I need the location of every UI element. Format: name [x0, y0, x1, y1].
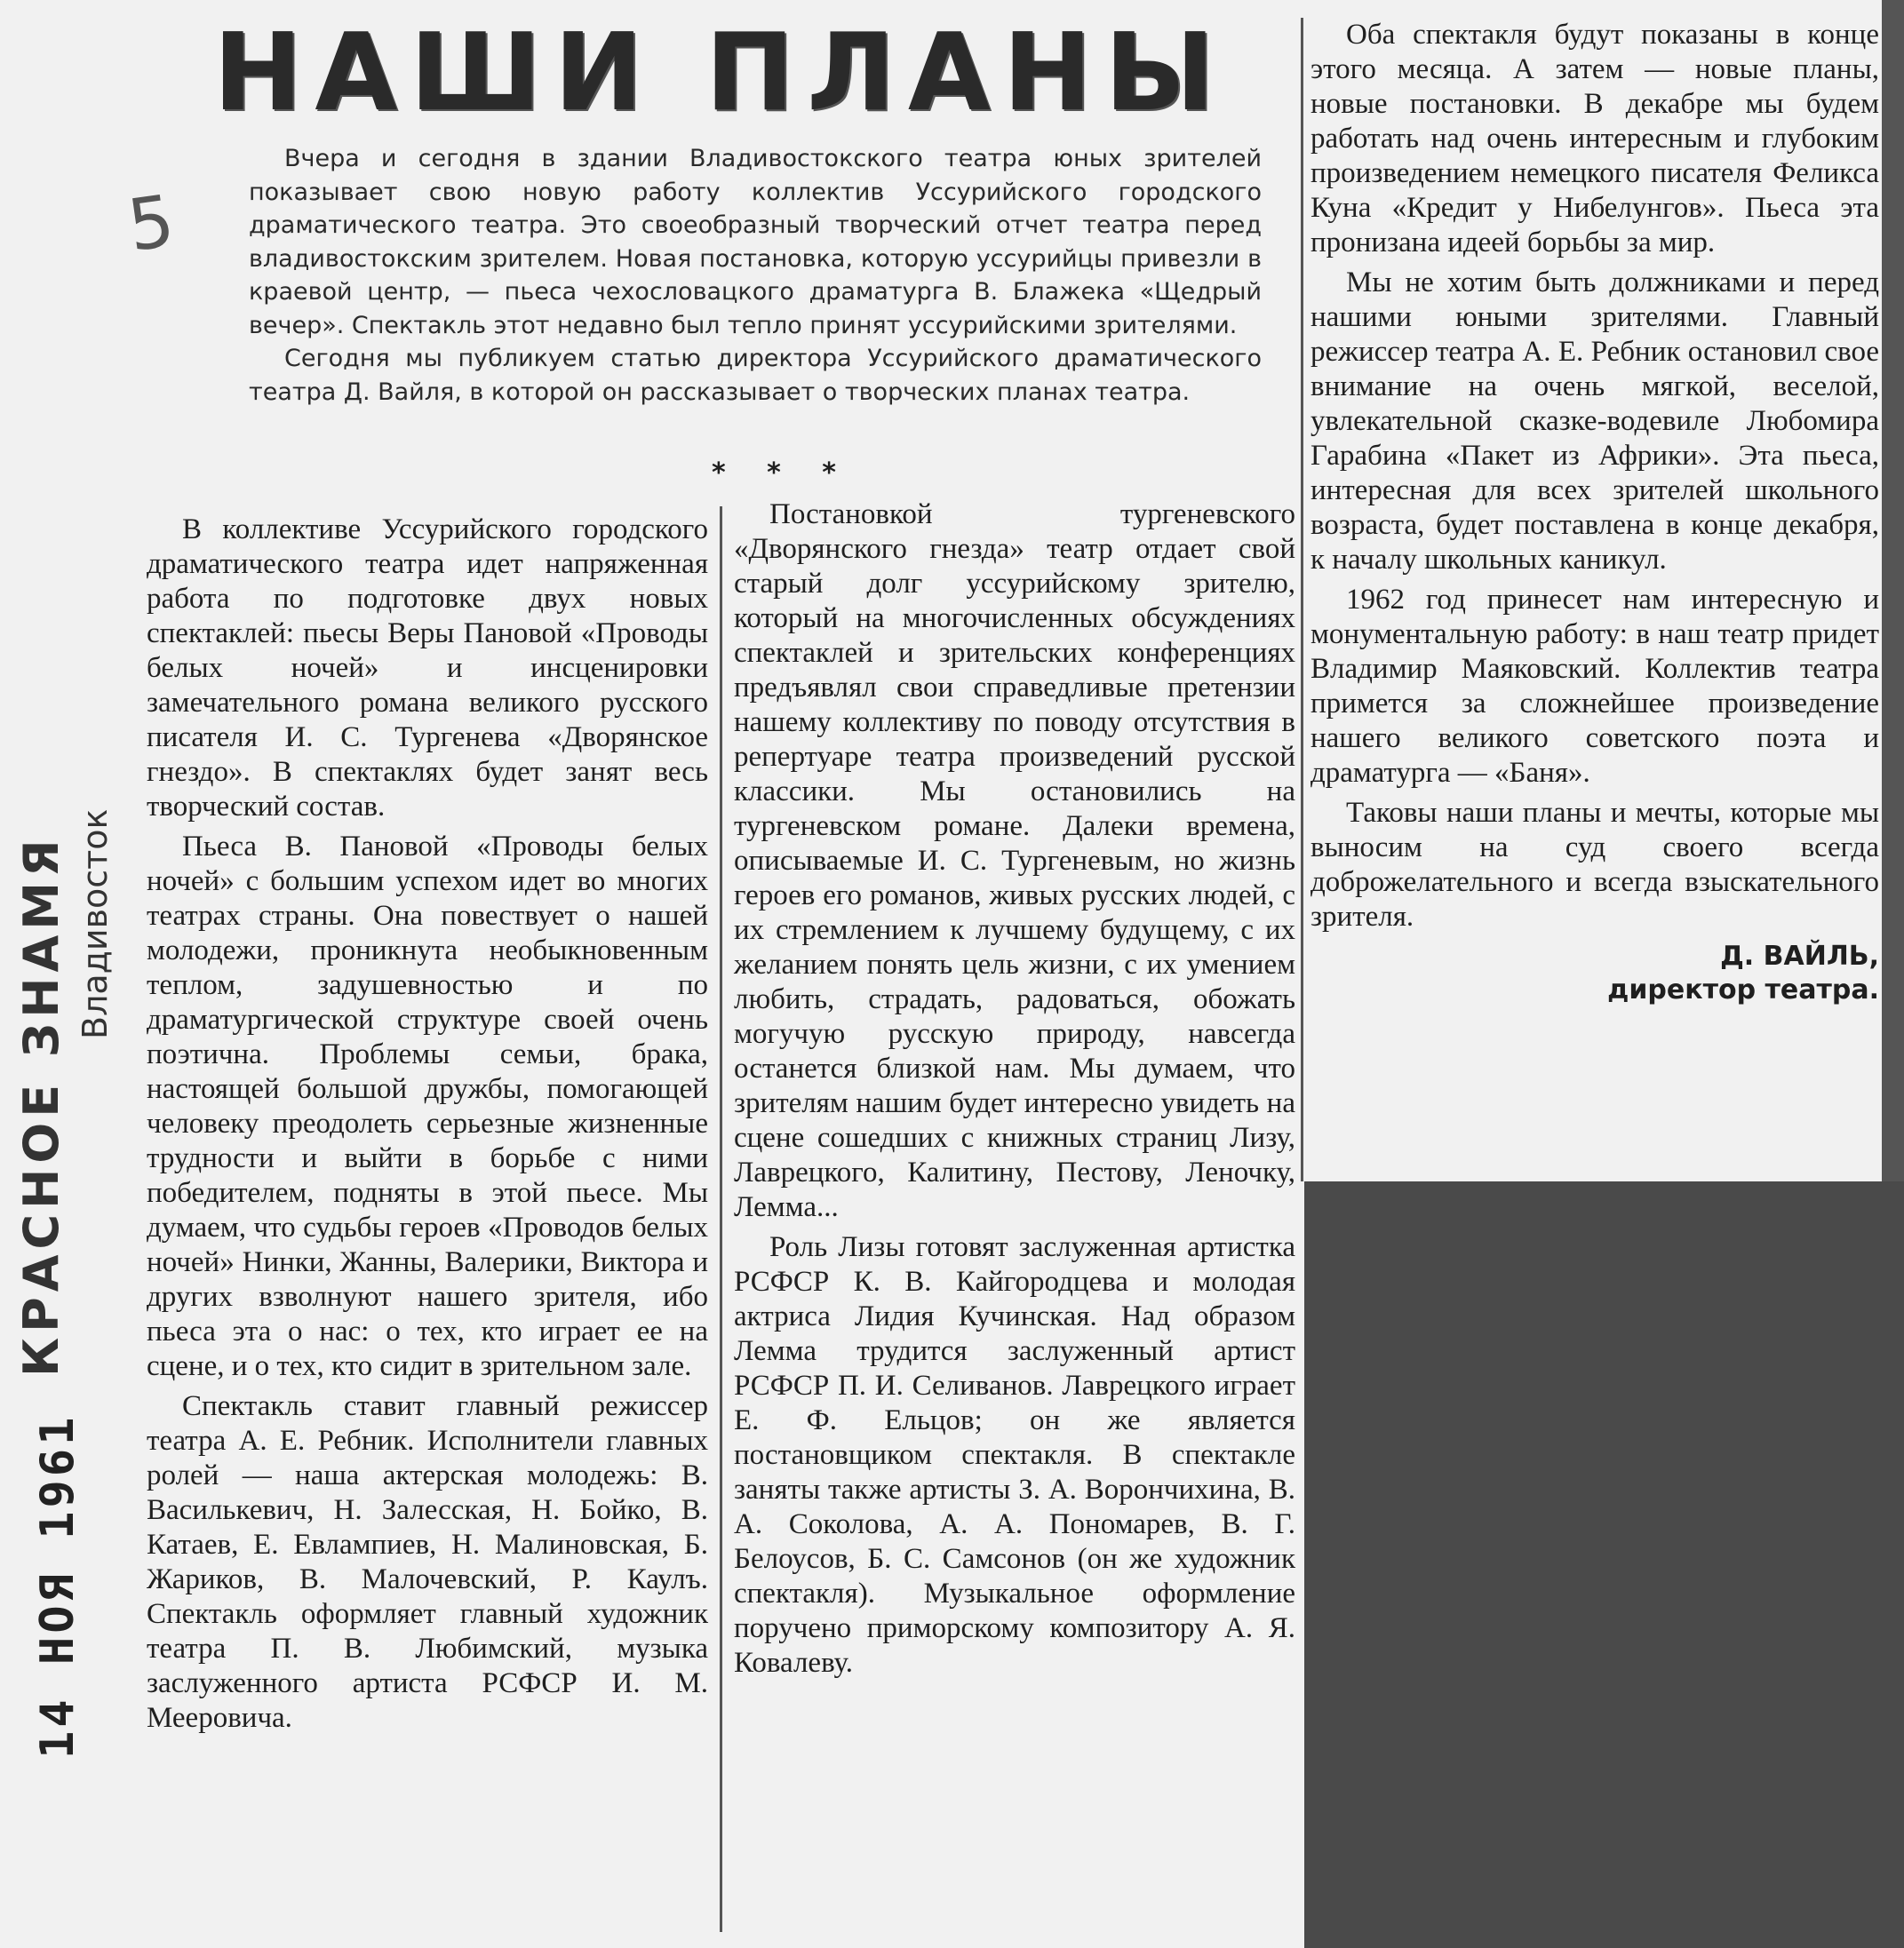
paragraph: Пьеса В. Пановой «Проводы белых ночей» с большим успехом идет во многих театрах страны. Она повествует о нашей молодежи, проникнута необыкновенным теплом, задушевностью и по драматургической структуре своей очень поэтична. Проблемы семьи, брака, настоящей большой дружбы, помогающей человеку преодолеть серьезные жизненные трудности и выйти в борьбе с ними победителем, подняты в этой пьесе. Мы думаем, что судьбы героев «Проводов белых ночей» Нинки, Жанны, Валерики, Виктора и других взволнуют нашего зрителя, ибо пьеса эта о нас: о тех, кто играет ее на сцене, и о тех, кто сидит в зрительном зале. — [147, 831, 708, 1382]
newspaper-name: КРАСНОЕ ЗНАМЯ — [13, 834, 69, 1377]
lead-paragraph: Вчера и сегодня в здании Владивостокского театра юных зрителей показывает свою новую работу коллектив Уссурийского городского драматического театра. Это своеобразный творческий отчет театра перед владивостокским зрителем. Новая постановка, которую уссурийцы привезли в краевой центр, — пьеса чехословацкого драматурга В. Блажека «Щедрый вечер». Спектакль этот недавно был тепло принят уссурийскими зрителями. — [249, 145, 1262, 339]
paragraph: Оба спектакля будут показаны в конце этого месяца. А затем — новые планы, новые постановки. В декабре мы будем работать над очень интересным и глубоким произведением немецкого писателя Феликса Куна «Кредит у Нибелунгов». Пьеса эта пронизана идеей борьбы за мир. — [1310, 19, 1879, 258]
article-column-1 — [147, 513, 708, 1943]
paragraph: Спектакль ставит главный режиссер театра А. Е. Ребник. Исполнители главных ролей — наша актерская молодежь: В. Василькевич, Н. Залесская, Н. Бойко, В. Катаев, Е. Евлампиев, Н. Малиновская, Б. Жариков, В. Малочевский, Р. Каулъ. Спектакль оформляет главный художник театра П. В. Любимский, музыка заслуженного артиста РСФСР И. М. Мееровича. — [147, 1390, 708, 1734]
section-separator: * * * — [712, 457, 852, 489]
article-column-2 — [734, 497, 1295, 1928]
paragraph: В коллективе Уссурийского городского драматического театра идет напряженная работа по подготовке двух новых спектаклей: пьесы Веры Пановой «Проводы белых ночей» и инсценировки замечательного романа великого русского писателя И. С. Тургенева «Дворянское гнездо». В спектаклях будет занят весь творческий состав. — [147, 513, 708, 823]
paragraph: 1962 год принесет нам интересную и монументальную работу: в наш театр придет Владимир Маяковский. Коллектив театра примется за сложнейшее произведение нашего великого советского поэта и драматурга — «Баня». — [1310, 584, 1879, 789]
newspaper-city: Владивосток — [76, 808, 115, 1039]
scan-edge — [1879, 0, 1904, 1181]
column-rule — [1301, 18, 1303, 1181]
lead-paragraph: Сегодня мы публикуем статью директора Уссурийского драматического театра Д. Вайля, в которой он рассказывает о творческих планах театра. — [249, 345, 1262, 406]
paragraph: Постановкой тургеневского «Дворянского гнезда» театр отдает свой старый долг уссурийскому зрителю, который на многочисленных обсуждениях спектаклей и зрительских конференциях предъявлял свои справедливые претензии нашему коллективу по поводу отсутствия в репертуаре театра произведений русской классики. Мы остановились на тургеневском романе. Далеки времена, описываемые И. С. Тургеневым, но жизнь героев его романов, живых русских людей, с их стремлением к лучшему будущему, с их желанием понять цель жизни, с их умением любить, страдать, радоваться, обожать могучую русскую природу, навсегда останется близкой нам. Мы думаем, что зрителям нашим будет интересно увидеть на сцене сошедших с книжных страниц Лизу, Лаврецкого, Калитину, Пестову, Леночку, Лемма... — [734, 498, 1295, 1223]
column-rule — [720, 506, 722, 1932]
article-column-3 — [1310, 18, 1879, 1164]
date-stamp: 14 НОЯ 1961 — [31, 1413, 84, 1759]
article-headline: НАШИ ПЛАНЫ — [213, 12, 1228, 135]
paragraph: Мы не хотим быть должниками и перед нашими юными зрителями. Главный режиссер театра А. Е. Ребник остановил свое внимание на очень мягкой, веселой, увлекательной сказке-водевиле Любомира Гарабина «Пакет из Африки». Эта пьеса, интересная для всех зрителей школьного возраста, будет поставлена в конце декабря, к началу школьных каникул. — [1310, 266, 1879, 576]
pencil-mark: 5 — [123, 179, 179, 268]
paragraph: Таковы наши планы и мечты, которые мы выносим на суд своего всегда доброжелательного и всегда взыскательного зрителя. — [1310, 797, 1879, 933]
scan-background — [1297, 1177, 1904, 1948]
signature-name: Д. ВАЙЛЬ, — [1720, 941, 1879, 972]
signature-title: директор театра. — [1607, 974, 1879, 1006]
article-lead — [249, 142, 1262, 480]
paragraph: Роль Лизы готовят заслуженная артистка РСФСР К. В. Кайгородцева и молодая актриса Лидия Кучинская. Над образом Лемма трудится заслуженный артист РСФСР П. И. Селиванов. Лаврецкого играет Е. Ф. Ельцов; он же является постановщиком спектакля. В спектакле заняты также артисты З. А. Ворончихина, В. А. Соколова, А. А. Пономарев, В. Г. Белоусов, Б. С. Самсонов (он же художник спектакля). Музыкальное оформление поручено приморскому композитору А. Я. Ковалеву. — [734, 1231, 1295, 1679]
